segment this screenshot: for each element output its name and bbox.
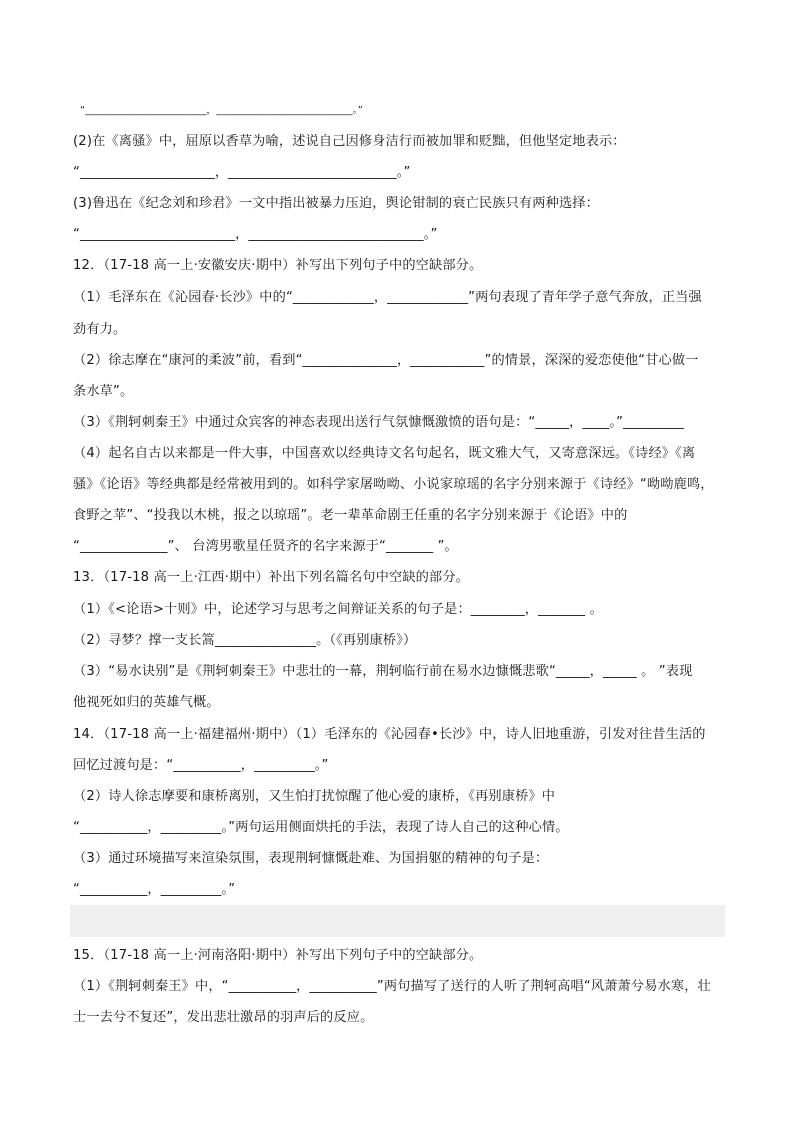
question-heading-13: 13．（17-18 高一上·江西·期中）补出下列名篇名句中空缺的部分。 [73,570,470,585]
answer-blank-line: “__________，_________。”两句运用侧面烘托的手法，表现了诗人自己的这种心情。 [73,820,569,835]
question-text: 劲有力。 [73,322,127,337]
answer-blank-line: “__________，_________。” [73,882,236,897]
question-text: （3）“易水诀别”是《荆轲刺秦王》中悲壮的一幕，荆轲临行前在易水边慷慨悲歌“_____，_____ 。 ”表现 [73,664,693,679]
question-text: 回忆过渡句是：“__________，_________。” [73,758,329,773]
question-text: 骚》《论语》等经典都是经常被用到的。如科学家屠呦呦、小说家琼瑶的名字分别来源于《诗经》“呦呦鹿鸣， [73,477,714,492]
question-text: 士一去兮不复还”，发出悲壮激昂的羽声后的反应。 [73,1010,374,1025]
question-heading-15: 15．（17-18 高一上·河南洛阳·期中）补写出下列句子中的空缺部分。 [73,948,483,963]
question-text: 食野之苹”、“投我以木桃，报之以琼瑶”。老一辈革命剧王任重的名字分别来源于《论语》中的 [73,508,628,523]
question-text: （1）毛泽东在《沁园春·长沙》中的“____________，____________”两句表现了青年学子意气奔放，正当强 [73,290,702,305]
question-text: （2）诗人徐志摩要和康桥离别，又生怕打扰惊醒了他心爱的康桥，《再别康桥》中 [73,789,556,804]
question-text: （2）寻梦？撑一支长篙_______________。（《再别康桥》） [73,633,417,648]
question-text: 他视死如归的英雄气概。 [73,695,220,710]
question-text: （1）《<论语>十则》中，论述学习与思考之间辩证关系的句子是：________，_______ 。 [73,602,603,617]
section-separator-bar [70,905,725,937]
question-text: （4）起名自古以来都是一件大事，中国喜欢以经典诗文名句起名，既文雅大气，又寄意深远。《诗经》《离 [73,446,696,461]
question-text: （3）通过环境描写来渲染氛围，表现荆轲慷慨赴难、为国捐躯的精神的句子是： [73,851,549,866]
question-text: (3)鲁迅在《纪念刘和珍君》一文中指出被暴力压迫，舆论钳制的衰亡民族只有两种选择： [73,196,599,211]
answer-blank-line: “_______________________，__________________________。” [73,227,438,242]
question-heading-12: 12．（17-18 高一上·安徽安庆·期中）补写出下列句子中的空缺部分。 [73,258,483,273]
question-text: （1）《荆轲刺秦王》中，“__________，__________”两句描写了送行的人听了荆轲高唱“风萧萧兮易水寒，壮 [73,979,711,994]
question-text: （3）《荆轲刺秦王》中通过众宾客的神态表现出送行气氛慷慨激愤的语句是：“_____，____。”_________ [73,415,684,430]
question-heading-14: 14．（17-18 高一上·福建福州·期中）（1）毛泽东的《沁园春•长沙》中，诗人旧地重游，引发对往昔生活的 [73,727,706,742]
question-text: 条水草”。 [73,384,134,399]
answer-blank-line: “________________________，___________________________。” [80,105,363,116]
question-text: （2）徐志摩在“康河的柔波”前，看到“______________，___________”的情景，深深的爱恋使他“甘心做一 [73,353,699,368]
answer-blank-line: “____________________，_________________________。” [73,165,411,180]
answer-blank-line: “_____________”、 台湾男歌星任贤齐的名字来源于“_______ ”。 [73,539,458,554]
question-text: (2)在《离骚》中，屈原以香草为喻，述说自己因修身洁行而被加罪和贬黜，但他坚定地表示： [73,134,626,149]
